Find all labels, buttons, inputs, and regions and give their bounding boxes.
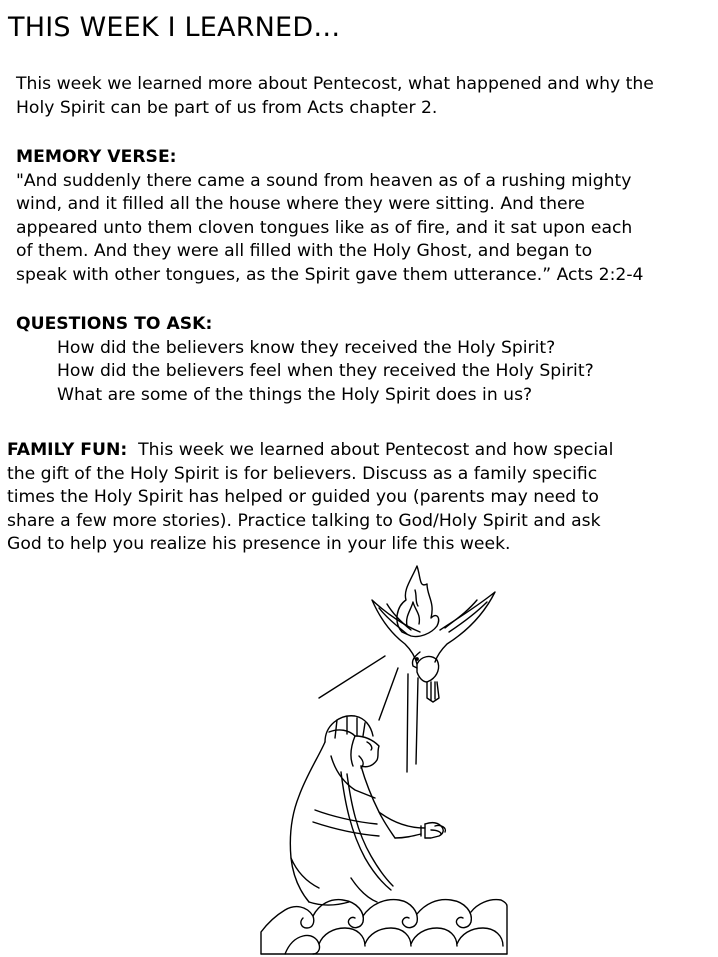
- light-rays-icon: [319, 656, 418, 772]
- flame-icon: [397, 566, 439, 637]
- question-item: How did the believers feel when they received the Holy Spirit?: [57, 361, 594, 381]
- intro-paragraph: [16, 73, 654, 120]
- family-fun-label: FAMILY FUN:: [7, 440, 128, 460]
- family-fun-section: [7, 439, 613, 557]
- family-fun-text: This week we learned about Pentecost and how special: [127, 440, 614, 460]
- family-fun-first-line: [7, 439, 613, 463]
- dove-icon: [372, 592, 495, 702]
- intro-line: Holy Spirit can be part of us from Acts chapter 2.: [16, 97, 438, 118]
- family-fun-line: God to help you realize his presence in your life this week.: [7, 534, 511, 554]
- family-fun-line: share a few more stories). Practice talking to God/Holy Spirit and ask: [7, 510, 601, 531]
- family-fun-line: times the Holy Spirit has helped or guided you (parents may need to: [7, 487, 599, 507]
- intro-line: This week we learned more about Pentecost, what happened and why the: [16, 74, 654, 94]
- question-item: How did the believers know they received the Holy Spirit?: [57, 337, 556, 358]
- page-title: THIS WEEK I LEARNED…: [8, 12, 341, 43]
- question-item: What are some of the things the Holy Spirit does in us?: [57, 384, 533, 405]
- memory-verse-line: "And suddenly there came a sound from heaven as of a rushing mighty: [16, 170, 632, 191]
- waves-icon: [261, 900, 507, 954]
- memory-verse-line: appeared unto them cloven tongues like as of fire, and it sat upon each: [16, 217, 633, 238]
- questions-label: QUESTIONS TO ASK:: [16, 314, 213, 334]
- memory-verse-line: of them. And they were all filled with the Holy Ghost, and began to: [16, 241, 593, 261]
- family-fun-line: the gift of the Holy Spirit is for believers. Discuss as a family specific: [7, 463, 598, 484]
- memory-verse-line: wind, and it filled all the house where they were sitting. And there: [16, 194, 585, 214]
- kneeling-man-icon: [290, 716, 445, 905]
- questions-section: [16, 313, 594, 407]
- memory-verse-label: MEMORY VERSE:: [16, 147, 177, 167]
- memory-verse-line: speak with other tongues, as the Spirit gave them utterance.” Acts 2:2-4: [16, 264, 644, 285]
- memory-verse-section: [16, 146, 643, 287]
- dove-man-waves-illustration-icon: [255, 560, 515, 955]
